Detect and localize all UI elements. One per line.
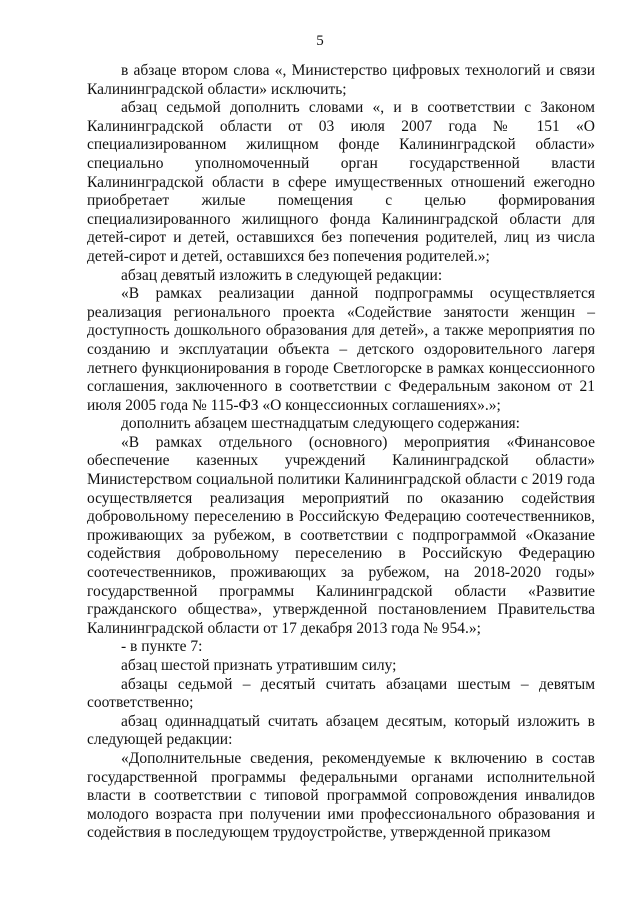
paragraph-remove-ministry-words: в абзаце втором слова «, Министерство цифровых технологий и связи Калининградской области» исключить;	[87, 62, 595, 98]
paragraph-sixth-void: абзац шестой признать утратившим силу;	[121, 657, 397, 674]
paragraph-renumber-seventh-tenth: абзацы седьмой – десятый считать абзацами шестым – девятым соответственно;	[87, 675, 595, 712]
paragraph-item-7: - в пункте 7:	[121, 638, 203, 656]
paragraph-ninth-text: «В рамках реализации данной подпрограммы осуществляется реализация регионального проекта «Содействие занятости женщин – доступность дошкольного образования для детей», а также мероприятия по созданию и эксплуатации объекта – детского оздоровительного лагеря летнего функционирования в городе Светлогорске в рамках концессионного соглашения, заключенного в соответствии с Федеральным законом от 21 июля 2005 года № 115-ФЗ «О концессионных соглашениях».»;	[87, 285, 595, 414]
paragraph-ninth-heading: абзац девятый изложить в следующей редакции:	[121, 266, 443, 284]
paragraph-sixteenth-text: «В рамках отдельного (основного) мероприятия «Финансовое обеспечение казенных учреждений Калининградской области» Министерством социальной политики Калининградской области с 2019 года осуществляется реализация мероприятий по оказанию содействия добровольному переселению в Российскую Федерацию соотечественников, проживающих за рубежом, в соответствии с подпрограммой «Оказание содействия добровольному переселению в Российскую Федерацию соотечественников, проживающих за рубежом, на 2018-2020 годы» государственной программы Калининградской области «Развитие гражданского общества», утвержденной постановлением Правительства Калининградской области от 17 декабря 2013 года № 954.»;	[87, 433, 595, 637]
paragraph-seventh-addition: абзац седьмой дополнить словами «, и в соответствии с Законом Калининградской области от 03 июля 2007 года № 151 «О специализированном жилищном фонде Калининградской области» специально уполномоченный орган государственной власти Калининградской области в сфере имущественных отношений ежегодно приобретает жилые помещения с целью формирования специализированного жилищного фонда Калининградской области для детей-сирот и детей, оставшихся без попечения родителей, лиц из числа детей-сирот и детей, оставшихся без попечения родителей.»;	[87, 99, 595, 265]
paragraph-sixteenth-heading: дополнить абзацем шестнадцатым следующего содержания:	[121, 415, 520, 433]
paragraph-eleventh-heading: абзац одиннадцатый считать абзацем десятым, который изложить в следующей редакции:	[87, 712, 595, 749]
paragraph-additional-info: «Дополнительные сведения, рекомендуемые к включению в состав государственной программы федеральными органами исполнительной власти в соответствии с типовой программой сопровождения инвалидов молодого возраста при получении ими профессионального образования и содействия в последующем трудоустройстве, утвержденной приказом	[87, 749, 595, 842]
document-body	[87, 62, 595, 843]
page-number: 5	[316, 33, 324, 49]
